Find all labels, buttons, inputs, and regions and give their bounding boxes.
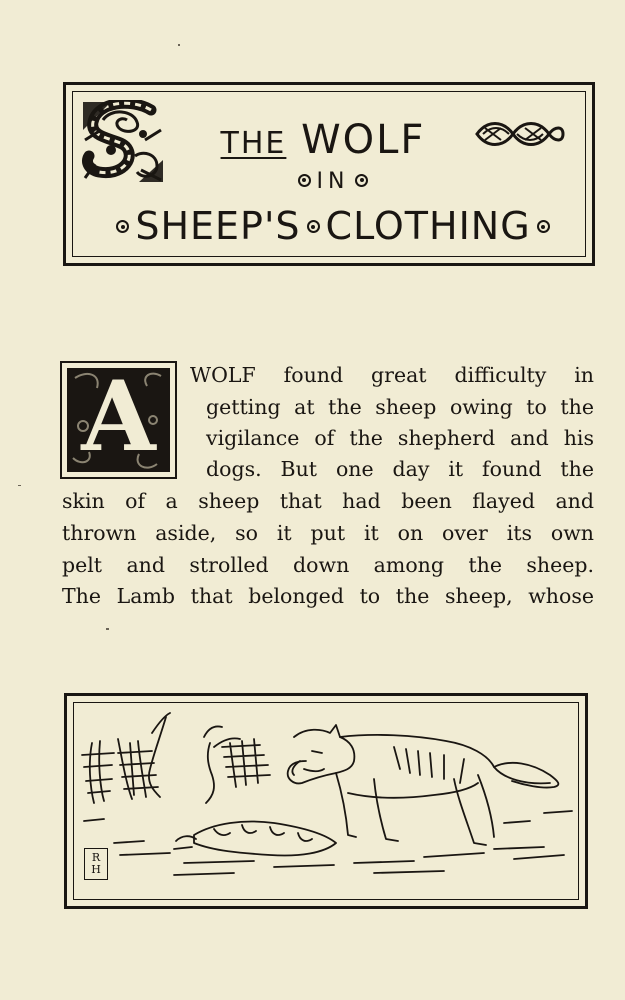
dot-ornament-icon	[116, 220, 129, 233]
fence-post	[90, 741, 104, 803]
title-the: THE	[220, 126, 287, 161]
body-line: getting at the sheep owing to the	[206, 395, 594, 419]
title-line-in	[73, 169, 593, 195]
body-line: dogs. But one day it found the	[206, 457, 594, 481]
body-line: pelt and strolled down among the sheep.	[62, 553, 594, 577]
title-wolf: WOLF	[301, 117, 426, 163]
body-line: thrown aside, so it put it on over its own	[62, 521, 594, 545]
illustration-frame	[64, 693, 588, 909]
body-line: skin of a sheep that had been flayed and	[62, 489, 594, 513]
body-line: vigilance of the shepherd and his	[206, 426, 594, 450]
sheep-skin	[194, 822, 336, 856]
drop-cap	[60, 361, 177, 479]
fur-strokes	[394, 747, 464, 783]
paper-speck	[18, 485, 21, 486]
monogram-top: R	[91, 851, 101, 864]
dot-ornament-icon	[355, 174, 368, 187]
illustration-panel	[73, 702, 579, 900]
brush	[204, 726, 240, 803]
body-line: WOLF found great difficulty in	[190, 363, 594, 387]
drop-cap-panel	[67, 368, 170, 472]
paper-speck	[178, 44, 180, 46]
wolf-illustration	[74, 703, 580, 901]
body-line: The Lamb that belonged to the sheep, whose	[62, 584, 594, 608]
title-frame-inner	[72, 91, 586, 257]
wolf-head	[288, 725, 355, 783]
monogram-bottom: H	[91, 863, 101, 876]
dot-ornament-icon	[307, 220, 320, 233]
dot-ornament-icon	[537, 220, 550, 233]
title-line-sheeps-clothing	[73, 202, 593, 250]
title-sheeps: SHEEP'S	[135, 204, 301, 248]
drop-cap-letter: A	[81, 368, 156, 472]
fence-rails	[82, 753, 114, 793]
title-line-wolf	[193, 116, 453, 168]
title-in: IN	[316, 169, 350, 194]
wolf-legs	[336, 773, 494, 845]
knotwork-ornament-icon	[473, 116, 567, 152]
wolf-back	[340, 735, 550, 783]
ground-lines	[114, 841, 564, 875]
dot-ornament-icon	[298, 174, 311, 187]
paper-speck	[106, 628, 109, 630]
title-clothing: CLOTHING	[325, 204, 531, 248]
title-frame	[63, 82, 595, 266]
artist-monogram	[84, 848, 108, 880]
wattle-fence	[118, 739, 158, 799]
